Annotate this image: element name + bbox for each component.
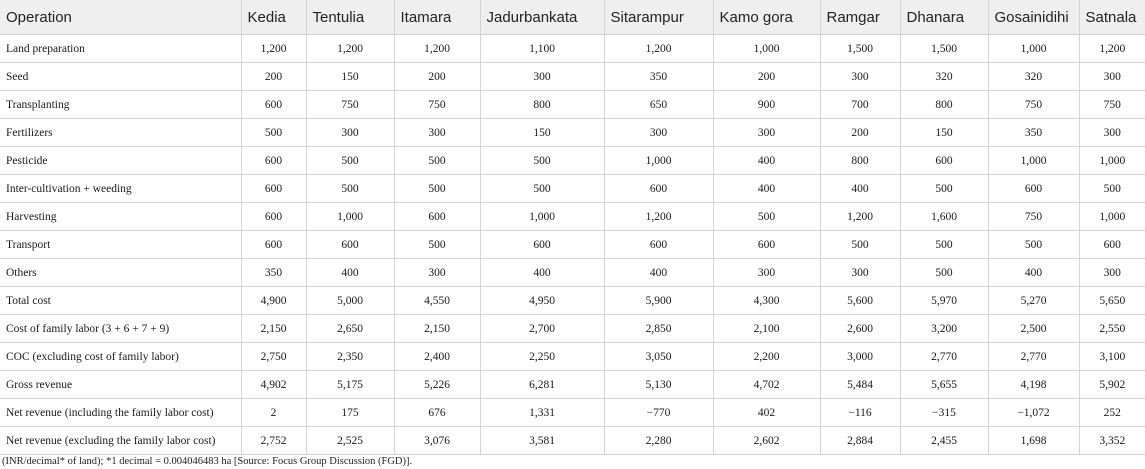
cell-value: 2,602 bbox=[713, 427, 820, 455]
cell-value: 2,750 bbox=[241, 343, 306, 371]
column-header-village: Dhanara bbox=[900, 0, 988, 35]
cell-value: 600 bbox=[306, 231, 394, 259]
cell-value: 650 bbox=[604, 91, 713, 119]
cell-value: 600 bbox=[604, 175, 713, 203]
row-label: Total cost bbox=[0, 287, 241, 315]
cell-value: 1,200 bbox=[604, 203, 713, 231]
cell-value: 2,150 bbox=[394, 315, 480, 343]
table-row bbox=[0, 231, 1145, 259]
cell-value: 3,100 bbox=[1079, 343, 1145, 371]
cell-value: 350 bbox=[604, 63, 713, 91]
cell-value: 300 bbox=[1079, 63, 1145, 91]
table-row bbox=[0, 91, 1145, 119]
cell-value: 2 bbox=[241, 399, 306, 427]
cell-value: 750 bbox=[394, 91, 480, 119]
cell-value: 500 bbox=[900, 259, 988, 287]
row-label: Gross revenue bbox=[0, 371, 241, 399]
cell-value: 500 bbox=[306, 147, 394, 175]
cell-value: 5,600 bbox=[820, 287, 900, 315]
cell-value: 4,702 bbox=[713, 371, 820, 399]
cell-value: 4,950 bbox=[480, 287, 604, 315]
row-label: Net revenue (excluding the family labor cost) bbox=[0, 427, 241, 455]
cell-value: 600 bbox=[394, 203, 480, 231]
cell-value: 5,970 bbox=[900, 287, 988, 315]
table-row bbox=[0, 35, 1145, 63]
cell-value: −116 bbox=[820, 399, 900, 427]
cell-value: 1,000 bbox=[713, 35, 820, 63]
cell-value: 5,900 bbox=[604, 287, 713, 315]
cell-value: 1,100 bbox=[480, 35, 604, 63]
cell-value: 3,076 bbox=[394, 427, 480, 455]
cell-value: 1,200 bbox=[394, 35, 480, 63]
cell-value: 2,500 bbox=[988, 315, 1079, 343]
cell-value: 150 bbox=[900, 119, 988, 147]
row-label: Net revenue (including the family labor cost) bbox=[0, 399, 241, 427]
table-row bbox=[0, 175, 1145, 203]
cell-value: 300 bbox=[713, 259, 820, 287]
cell-value: 500 bbox=[480, 147, 604, 175]
cell-value: 750 bbox=[1079, 91, 1145, 119]
cell-value: 5,484 bbox=[820, 371, 900, 399]
cell-value: 300 bbox=[820, 63, 900, 91]
cell-value: 400 bbox=[480, 259, 604, 287]
cell-value: 2,400 bbox=[394, 343, 480, 371]
cell-value: 6,281 bbox=[480, 371, 604, 399]
cell-value: 600 bbox=[988, 175, 1079, 203]
cell-value: 1,698 bbox=[988, 427, 1079, 455]
cell-value: 300 bbox=[306, 119, 394, 147]
table-row bbox=[0, 259, 1145, 287]
cell-value: 750 bbox=[988, 203, 1079, 231]
cell-value: 500 bbox=[394, 175, 480, 203]
cell-value: 500 bbox=[900, 175, 988, 203]
cell-value: 320 bbox=[988, 63, 1079, 91]
cell-value: 1,500 bbox=[820, 35, 900, 63]
cell-value: 1,200 bbox=[820, 203, 900, 231]
cell-value: 300 bbox=[394, 259, 480, 287]
cell-value: 1,600 bbox=[900, 203, 988, 231]
cell-value: 400 bbox=[820, 175, 900, 203]
row-label: Fertilizers bbox=[0, 119, 241, 147]
cell-value: 402 bbox=[713, 399, 820, 427]
cell-value: 500 bbox=[394, 231, 480, 259]
cell-value: 500 bbox=[1079, 175, 1145, 203]
cell-value: 600 bbox=[480, 231, 604, 259]
column-header-village: Itamara bbox=[394, 0, 480, 35]
table-body bbox=[0, 35, 1145, 455]
cell-value: 1,200 bbox=[1079, 35, 1145, 63]
column-header-village: Gosainidihi bbox=[988, 0, 1079, 35]
cell-value: 3,200 bbox=[900, 315, 988, 343]
cell-value: 500 bbox=[480, 175, 604, 203]
cell-value: 350 bbox=[241, 259, 306, 287]
cell-value: 600 bbox=[1079, 231, 1145, 259]
column-header-operation: Operation bbox=[0, 0, 241, 35]
table-row bbox=[0, 315, 1145, 343]
cell-value: −315 bbox=[900, 399, 988, 427]
cell-value: 1,200 bbox=[306, 35, 394, 63]
cell-value: 175 bbox=[306, 399, 394, 427]
cell-value: 500 bbox=[713, 203, 820, 231]
cell-value: 2,884 bbox=[820, 427, 900, 455]
row-label: Cost of family labor (3 + 6 + 7 + 9) bbox=[0, 315, 241, 343]
cell-value: 800 bbox=[900, 91, 988, 119]
table-row bbox=[0, 427, 1145, 455]
cell-value: 200 bbox=[713, 63, 820, 91]
cell-value: 400 bbox=[713, 147, 820, 175]
cell-value: 2,250 bbox=[480, 343, 604, 371]
cell-value: 300 bbox=[394, 119, 480, 147]
cell-value: 2,700 bbox=[480, 315, 604, 343]
cell-value: 5,226 bbox=[394, 371, 480, 399]
table-footnote: (INR/decimal* of land); *1 decimal = 0.004046483 ha [Source: Focus Group Discussion (FGD)]. bbox=[2, 456, 413, 467]
table-row bbox=[0, 63, 1145, 91]
table-row bbox=[0, 343, 1145, 371]
cell-value: 1,000 bbox=[604, 147, 713, 175]
cell-value: 4,900 bbox=[241, 287, 306, 315]
cell-value: 2,150 bbox=[241, 315, 306, 343]
row-label: Others bbox=[0, 259, 241, 287]
cell-value: 4,198 bbox=[988, 371, 1079, 399]
cell-value: 5,655 bbox=[900, 371, 988, 399]
cell-value: 400 bbox=[713, 175, 820, 203]
cell-value: 1,200 bbox=[604, 35, 713, 63]
row-label: Seed bbox=[0, 63, 241, 91]
cell-value: 2,752 bbox=[241, 427, 306, 455]
table-row bbox=[0, 287, 1145, 315]
cell-value: 1,000 bbox=[988, 147, 1079, 175]
cell-value: 2,455 bbox=[900, 427, 988, 455]
column-header-village: Kamo gora bbox=[713, 0, 820, 35]
cell-value: 1,000 bbox=[306, 203, 394, 231]
cell-value: 400 bbox=[988, 259, 1079, 287]
cell-value: 150 bbox=[480, 119, 604, 147]
cell-value: 1,000 bbox=[988, 35, 1079, 63]
cell-value: 200 bbox=[241, 63, 306, 91]
cell-value: 5,270 bbox=[988, 287, 1079, 315]
cell-value: 2,350 bbox=[306, 343, 394, 371]
cell-value: 300 bbox=[480, 63, 604, 91]
cell-value: 2,525 bbox=[306, 427, 394, 455]
row-label: Harvesting bbox=[0, 203, 241, 231]
table-header-row bbox=[0, 0, 1145, 35]
cell-value: 2,600 bbox=[820, 315, 900, 343]
cell-value: 4,550 bbox=[394, 287, 480, 315]
cell-value: 600 bbox=[241, 203, 306, 231]
cell-value: 5,175 bbox=[306, 371, 394, 399]
column-header-village: Jadurbankata bbox=[480, 0, 604, 35]
cell-value: 5,130 bbox=[604, 371, 713, 399]
cell-value: 300 bbox=[1079, 259, 1145, 287]
cell-value: 350 bbox=[988, 119, 1079, 147]
cell-value: 2,100 bbox=[713, 315, 820, 343]
table-row bbox=[0, 119, 1145, 147]
cell-value: 500 bbox=[900, 231, 988, 259]
cell-value: 800 bbox=[480, 91, 604, 119]
cell-value: 3,050 bbox=[604, 343, 713, 371]
row-label: COC (excluding cost of family labor) bbox=[0, 343, 241, 371]
cell-value: 600 bbox=[713, 231, 820, 259]
cell-value: 600 bbox=[241, 175, 306, 203]
column-header-village: Kedia bbox=[241, 0, 306, 35]
cell-value: −770 bbox=[604, 399, 713, 427]
column-header-village: Sitarampur bbox=[604, 0, 713, 35]
cell-value: 500 bbox=[241, 119, 306, 147]
cell-value: 150 bbox=[306, 63, 394, 91]
cell-value: 320 bbox=[900, 63, 988, 91]
cell-value: 1,500 bbox=[900, 35, 988, 63]
table-row bbox=[0, 399, 1145, 427]
cell-value: 750 bbox=[306, 91, 394, 119]
cell-value: 2,770 bbox=[988, 343, 1079, 371]
cell-value: 3,000 bbox=[820, 343, 900, 371]
cell-value: 5,000 bbox=[306, 287, 394, 315]
cell-value: 1,000 bbox=[480, 203, 604, 231]
cell-value: 500 bbox=[820, 231, 900, 259]
cell-value: 300 bbox=[820, 259, 900, 287]
cell-value: 400 bbox=[604, 259, 713, 287]
row-label: Pesticide bbox=[0, 147, 241, 175]
cell-value: 2,280 bbox=[604, 427, 713, 455]
column-header-village: Ramgar bbox=[820, 0, 900, 35]
cell-value: 900 bbox=[713, 91, 820, 119]
cell-value: 3,352 bbox=[1079, 427, 1145, 455]
cell-value: 600 bbox=[241, 91, 306, 119]
cell-value: −1,072 bbox=[988, 399, 1079, 427]
row-label: Land preparation bbox=[0, 35, 241, 63]
cell-value: 500 bbox=[306, 175, 394, 203]
cell-value: 300 bbox=[1079, 119, 1145, 147]
cell-value: 5,902 bbox=[1079, 371, 1145, 399]
column-header-village: Satnala bbox=[1079, 0, 1145, 35]
cell-value: 700 bbox=[820, 91, 900, 119]
cell-value: 2,650 bbox=[306, 315, 394, 343]
cell-value: 300 bbox=[604, 119, 713, 147]
cell-value: 2,550 bbox=[1079, 315, 1145, 343]
cell-value: 400 bbox=[306, 259, 394, 287]
table-row bbox=[0, 147, 1145, 175]
row-label: Transplanting bbox=[0, 91, 241, 119]
table-row bbox=[0, 371, 1145, 399]
cell-value: 3,581 bbox=[480, 427, 604, 455]
cell-value: 4,300 bbox=[713, 287, 820, 315]
cell-value: 252 bbox=[1079, 399, 1145, 427]
cell-value: 4,902 bbox=[241, 371, 306, 399]
cell-value: 500 bbox=[988, 231, 1079, 259]
cell-value: 600 bbox=[900, 147, 988, 175]
cell-value: 300 bbox=[713, 119, 820, 147]
cell-value: 5,650 bbox=[1079, 287, 1145, 315]
cell-value: 676 bbox=[394, 399, 480, 427]
table-row bbox=[0, 203, 1145, 231]
cell-value: 2,770 bbox=[900, 343, 988, 371]
cell-value: 200 bbox=[394, 63, 480, 91]
cell-value: 2,850 bbox=[604, 315, 713, 343]
row-label: Inter-cultivation + weeding bbox=[0, 175, 241, 203]
cell-value: 600 bbox=[604, 231, 713, 259]
cell-value: 600 bbox=[241, 147, 306, 175]
cell-value: 200 bbox=[820, 119, 900, 147]
cell-value: 500 bbox=[394, 147, 480, 175]
cell-value: 1,000 bbox=[1079, 147, 1145, 175]
row-label: Transport bbox=[0, 231, 241, 259]
cell-value: 800 bbox=[820, 147, 900, 175]
cell-value: 1,331 bbox=[480, 399, 604, 427]
cell-value: 1,000 bbox=[1079, 203, 1145, 231]
column-header-village: Tentulia bbox=[306, 0, 394, 35]
cell-value: 2,200 bbox=[713, 343, 820, 371]
cell-value: 600 bbox=[241, 231, 306, 259]
cell-value: 750 bbox=[988, 91, 1079, 119]
cell-value: 1,200 bbox=[241, 35, 306, 63]
